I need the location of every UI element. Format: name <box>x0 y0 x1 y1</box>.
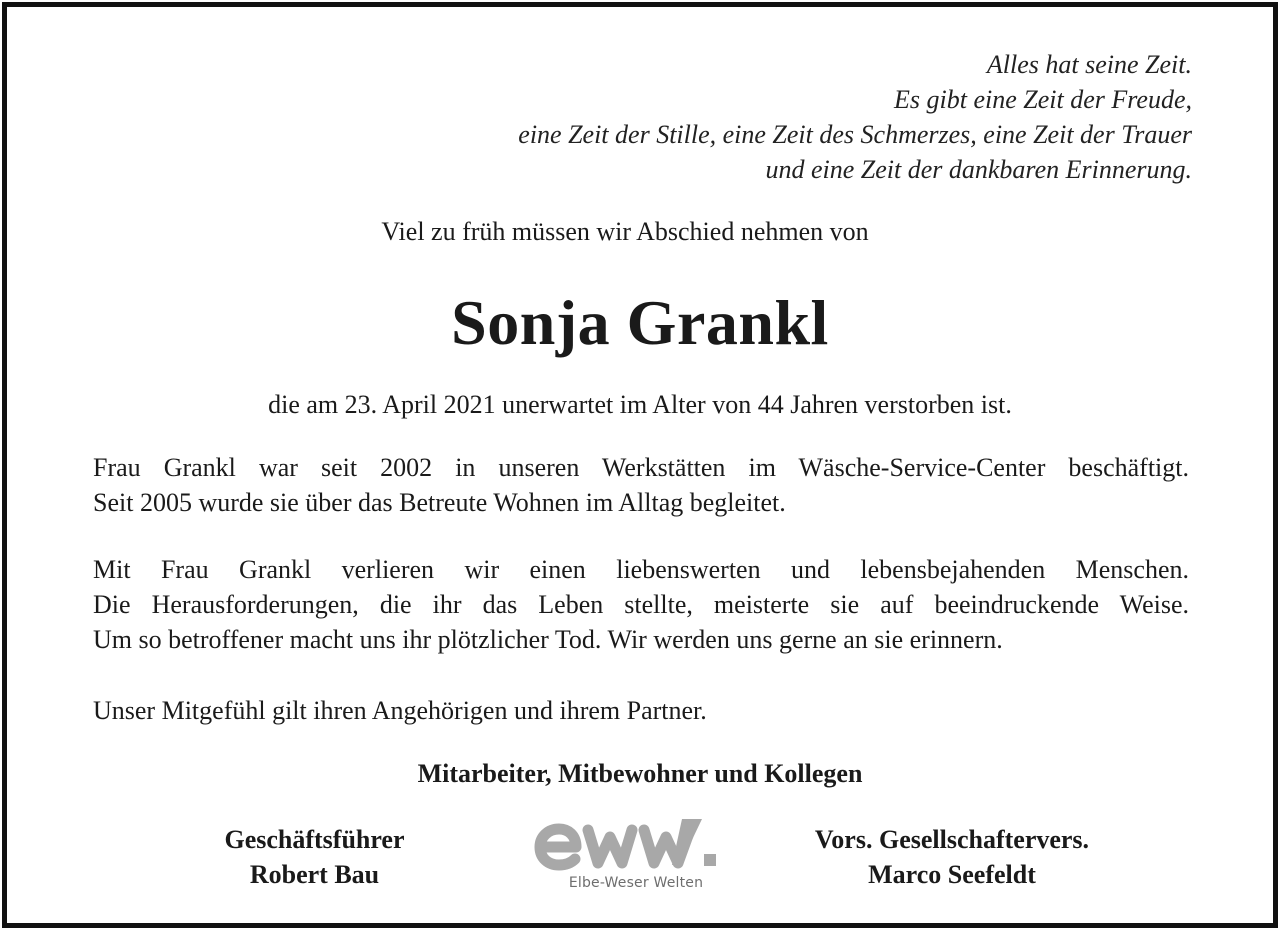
motto-line: Es gibt eine Zeit der Freude, <box>894 85 1192 114</box>
motto-line: eine Zeit der Stille, eine Zeit des Schmerzes, eine Zeit der Trauer <box>518 120 1192 149</box>
paragraph-line: Die Herausforderungen, die ihr das Leben stellte, meisterte sie auf beeindruckende Weise. <box>93 590 1189 619</box>
intro-text: Viel zu früh müssen wir Abschied nehmen von <box>381 217 869 246</box>
signature-name: Robert Bau <box>249 860 380 889</box>
signature-role: Geschäftsführer <box>224 825 405 854</box>
paragraph-line: Seit 2005 wurde sie über das Betreute Wohnen im Alltag begleitet. <box>93 488 786 517</box>
paragraph-line: Um so betroffener macht uns ihr plötzlicher Tod. Wir werden uns gerne an sie erinnern. <box>93 625 1003 654</box>
motto-quote <box>518 47 1192 187</box>
signature-chair <box>792 822 1112 892</box>
paragraph-tribute <box>93 552 1189 657</box>
paragraph-condolence <box>93 693 1189 728</box>
signers-line: Mitarbeiter, Mitbewohner und Kollegen <box>417 759 863 788</box>
death-notice: die am 23. April 2021 unerwartet im Alter von 44 Jahren verstorben ist. <box>268 390 1012 419</box>
paragraph-line: Mit Frau Grankl verlieren wir einen liebenswerten und lebensbejahenden Menschen. <box>93 555 1189 584</box>
motto-line: Alles hat seine Zeit. <box>986 50 1192 79</box>
paragraph-line: Unser Mitgefühl gilt ihren Angehörigen und ihrem Partner. <box>93 696 707 725</box>
paragraph-employment <box>93 450 1189 520</box>
eww-logo <box>532 813 740 895</box>
signature-role: Vors. Gesellschaftervers. <box>814 825 1090 854</box>
motto-line: und eine Zeit der dankbaren Erinnerung. <box>765 155 1192 184</box>
signature-name: Marco Seefeldt <box>868 860 1036 889</box>
signature-managing-director <box>207 822 422 892</box>
eww-wordmark-logo <box>532 813 740 875</box>
obituary-notice <box>2 2 1278 928</box>
paragraph-line: Frau Grankl war seit 2002 in unseren Werkstätten im Wäsche-Service-Center beschäftigt. <box>93 453 1189 482</box>
logo-tagline: Elbe-Weser Welten <box>568 875 704 891</box>
deceased-name: Sonja Grankl <box>451 287 829 358</box>
